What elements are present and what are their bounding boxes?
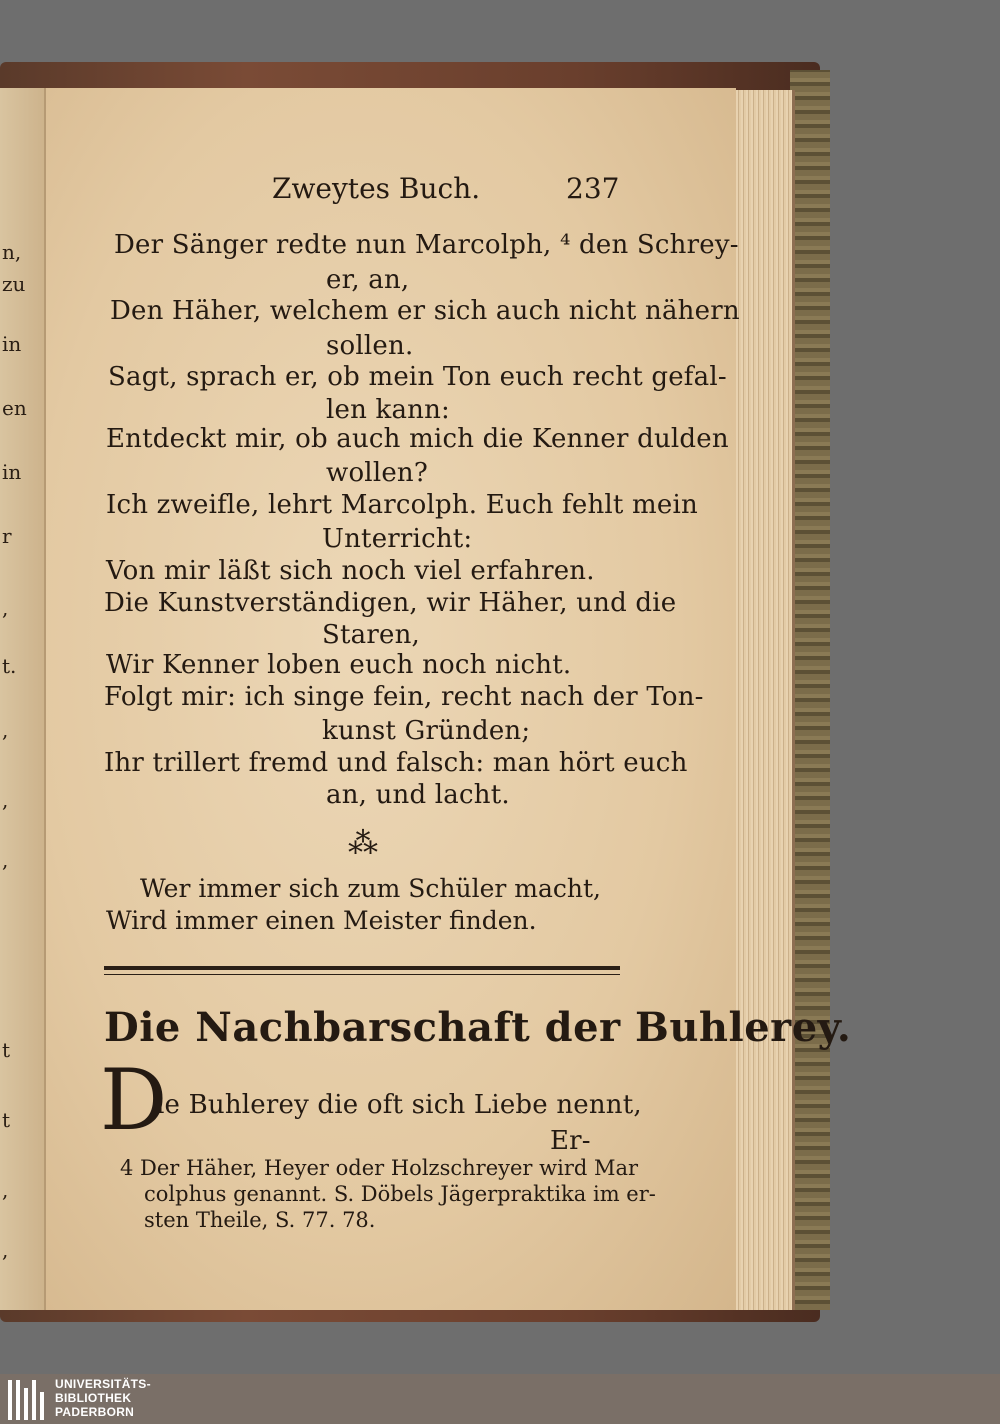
- library-logo-line: PADERBORN: [55, 1405, 135, 1419]
- previous-page-edge: [0, 88, 46, 1310]
- verse-line: Entdeckt mir, ob auch mich die Kenner dulden: [106, 424, 729, 454]
- verse-line: er, an,: [326, 265, 410, 295]
- verse-line: Ich zweifle, lehrt Marcolph. Euch fehlt mein: [106, 490, 698, 520]
- section-rule: [104, 966, 620, 970]
- first-verse-line: ie Buhlerey die oft sich Liebe nennt,: [156, 1090, 642, 1120]
- prev-page-fragment: ,: [2, 848, 9, 872]
- footnote-line: colphus genannt. S. Döbels Jägerpraktika im er-: [144, 1182, 656, 1206]
- library-logo-line: UNIVERSITÄTS-: [55, 1377, 151, 1391]
- ornament-asterism: ⁂: [348, 826, 378, 861]
- verse-line: Die Kunstverständigen, wir Häher, und die: [104, 588, 677, 618]
- verse-line: Der Sänger redte nun Marcolph, ⁴ den Schrey-: [114, 230, 739, 260]
- book-spine: [790, 70, 830, 1310]
- verse-line: Von mir läßt sich noch viel erfahren.: [106, 556, 595, 586]
- prev-page-fragment: r: [2, 524, 12, 548]
- prev-page-fragment: zu: [2, 272, 26, 296]
- verse-line: Staren,: [322, 620, 420, 650]
- prev-page-fragment: en: [2, 396, 27, 420]
- prev-page-fragment: n,: [2, 240, 22, 264]
- prev-page-fragment: t.: [2, 654, 17, 678]
- verse-line: wollen?: [326, 458, 429, 488]
- verse-line: Folgt mir: ich singe fein, recht nach der Ton-: [104, 682, 704, 712]
- verse-line: Wir Kenner loben euch noch nicht.: [106, 650, 572, 680]
- page-number: 237: [566, 172, 620, 205]
- prev-page-fragment: ,: [2, 596, 9, 620]
- prev-page-fragment: in: [2, 332, 22, 356]
- verse-line: len kann:: [326, 395, 451, 425]
- drop-cap: D: [100, 1051, 168, 1149]
- prev-page-fragment: ,: [2, 1178, 9, 1202]
- verse-line: an, und lacht.: [326, 780, 510, 810]
- verse-line: Ihr trillert fremd und falsch: man hört euch: [104, 748, 688, 778]
- prev-page-fragment: ,: [2, 788, 9, 812]
- prev-page-fragment: t: [2, 1038, 11, 1062]
- library-logo-line: BIBLIOTHEK: [55, 1391, 132, 1405]
- footnote-line: sten Theile, S. 77. 78.: [144, 1208, 376, 1232]
- verse-line: kunst Gründen;: [322, 716, 531, 746]
- running-head-title: Zweytes Buch.: [272, 172, 481, 205]
- prev-page-fragment: t: [2, 1108, 11, 1132]
- fable-title: Die Nachbarschaft der Buhlerey.: [104, 1004, 852, 1051]
- prev-page-fragment: ,: [2, 718, 9, 742]
- verse-line: sollen.: [326, 331, 414, 361]
- prev-page-fragment: in: [2, 460, 22, 484]
- page-stack-edge: [736, 90, 795, 1310]
- verse-line: Unterricht:: [322, 524, 473, 554]
- catchword: Er-: [550, 1126, 591, 1156]
- footnote-line: 4 Der Häher, Heyer oder Holzschreyer wird Mar: [120, 1156, 639, 1180]
- verse-line: Sagt, sprach er, ob mein Ton euch recht gefal-: [108, 362, 727, 392]
- epigram-line: Wer immer sich zum Schüler macht,: [140, 874, 601, 903]
- epigram-line: Wird immer einen Meister finden.: [106, 906, 537, 935]
- prev-page-fragment: ,: [2, 1238, 9, 1262]
- section-rule-thin: [104, 974, 620, 975]
- verse-line: Den Häher, welchem er sich auch nicht nähern: [110, 296, 740, 326]
